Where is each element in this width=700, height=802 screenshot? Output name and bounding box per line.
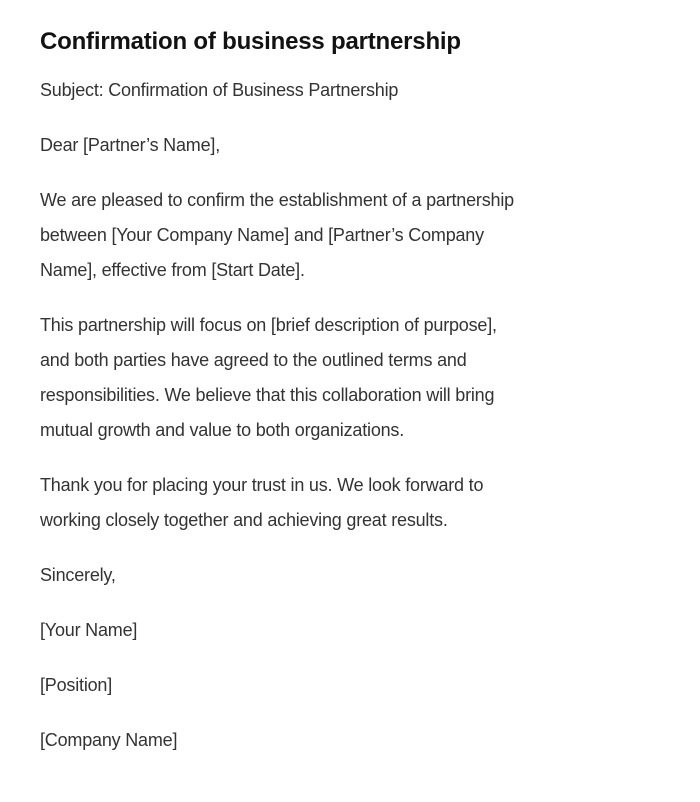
text-line: responsibilities. We believe that this collaboration will bring [40,385,495,405]
text-line: This partnership will focus on [brief description of purpose], [40,315,497,335]
signature-company [40,723,630,758]
text-line: Name], effective from [Start Date]. [40,260,305,280]
text-line: Dear [Partner’s Name], [40,135,221,155]
text-line: Subject: Confirmation of Business Partnership [40,80,399,100]
paragraph-focus [40,308,630,448]
page-title: Confirmation of business partnership [40,28,461,55]
text-line: Sincerely, [40,565,116,585]
closing [40,558,630,593]
text-line: mutual growth and value to both organizations. [40,420,405,440]
text-line: Thank you for placing your trust in us. We look forward to [40,475,484,495]
signature-name [40,613,630,648]
text-line: We are pleased to confirm the establishment of a partnership [40,190,514,210]
text-line: working closely together and achieving great results. [40,510,448,530]
text-line: and both parties have agreed to the outlined terms and [40,350,467,370]
subject-line [40,73,630,108]
paragraph-thanks [40,468,630,538]
text-line: between [Your Company Name] and [Partner’s Company [40,225,484,245]
text-line: [Position] [40,675,113,695]
text-line: [Your Name] [40,620,138,640]
signature-position [40,668,630,703]
salutation [40,128,630,163]
text-line: [Company Name] [40,730,178,750]
paragraph-establishment [40,183,630,288]
